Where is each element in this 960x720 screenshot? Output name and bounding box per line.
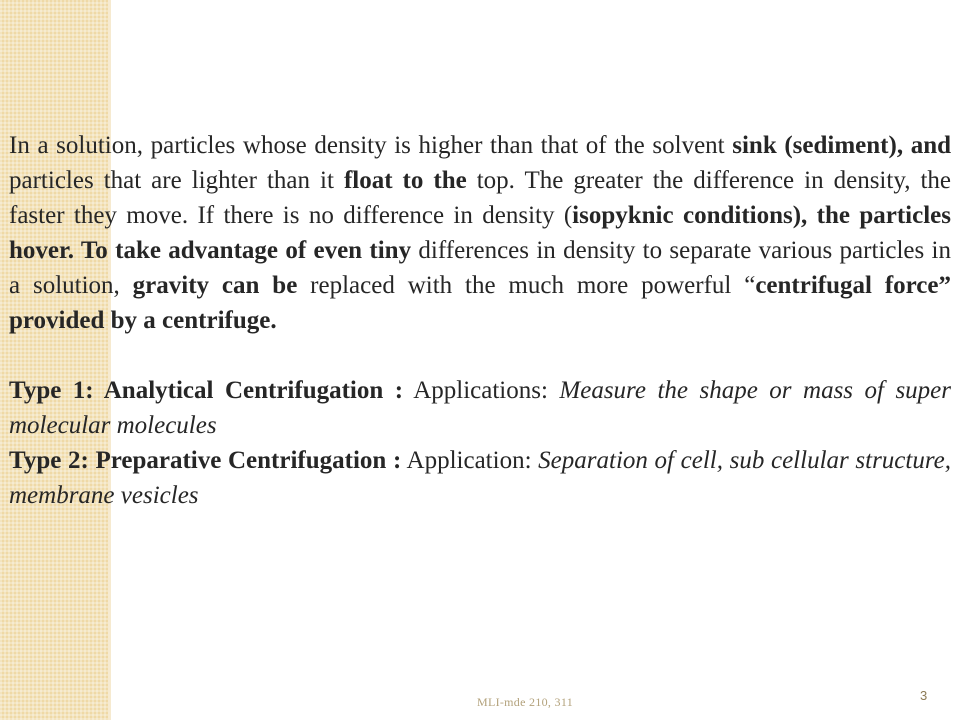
paragraph-bold-4: gravity can be — [132, 272, 298, 299]
paragraph-bold-5: centrifugal force” provided by a centrifuge. — [9, 272, 951, 334]
paragraph-bold-1: sink (sediment), and — [732, 132, 952, 159]
paragraph-text-1: In a solution, particles whose density is higher than that of the solvent — [9, 132, 733, 159]
paragraph-bold-3: isopyknic conditions), the particles hover. To take advantage of even tiny — [9, 202, 951, 264]
type2-line — [9, 443, 951, 513]
paragraph-text-3: top. The greater the difference in density, the faster they move. If there is no difference in density ( — [9, 167, 951, 229]
type1-applications-text: Measure the shape or mass of super molecular molecules — [9, 377, 952, 439]
footer-course-code: MLI-mde 210, 311 — [476, 695, 573, 709]
paragraph-spacer — [9, 338, 951, 373]
slide-content — [9, 128, 951, 513]
type1-label: Type 1: Analytical Centrifugation : — [9, 377, 404, 404]
type1-applications-label: Applications: — [403, 377, 560, 404]
page-number: 3 — [920, 688, 928, 703]
type2-applications-label: Application: — [401, 447, 539, 474]
paragraph-text-5: replaced with the much more powerful “ — [297, 272, 756, 299]
paragraph-text-2: particles that are lighter than it — [9, 167, 344, 194]
type2-label: Type 2: Preparative Centrifugation : — [9, 447, 402, 474]
paragraph-text-4: differences in density to separate various particles in a solution, — [9, 237, 951, 299]
density-paragraph — [9, 128, 951, 338]
paragraph-bold-2: float to the — [343, 167, 467, 194]
type2-applications-text: Separation of cell, sub cellular structure, membrane vesicles — [9, 447, 951, 509]
type1-line — [9, 373, 951, 443]
